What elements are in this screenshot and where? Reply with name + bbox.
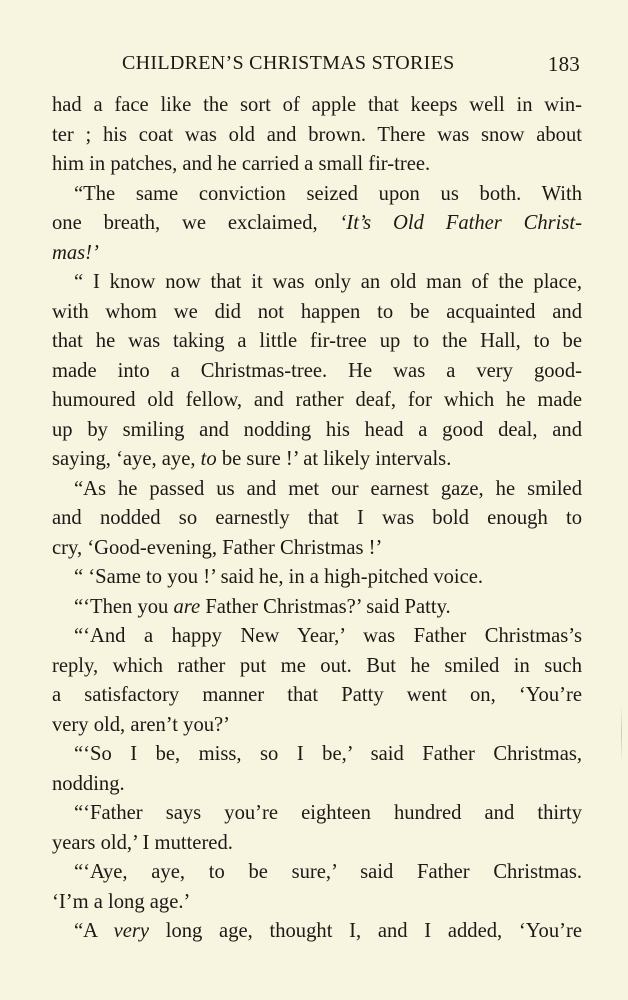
italic-text: mas!’ [52, 241, 99, 264]
text-line: years old,’ I muttered. [52, 831, 233, 854]
text-line: with whom we did not happen to be acquainted and [52, 300, 582, 323]
text-line: “‘So I be, miss, so I be,’ said Father Christmas, [74, 743, 582, 765]
text-line: that he was taking a little fir-tree up to the Hall, to be [52, 330, 582, 352]
text-line: made into a Christmas-tree. He was a very good- [52, 359, 582, 382]
italic-text: very [113, 920, 150, 942]
text-segment: “A [74, 920, 114, 942]
text-line: reply, which rather put me out. But he smiled in such [52, 654, 582, 677]
text-line: a satisfactory manner that Patty went on, ‘You’re [52, 684, 582, 706]
text-line: “ I know now that it was only an old man of the place, [74, 271, 582, 293]
text-segment: Father Christmas?’ said Patty. [200, 595, 451, 618]
text-line: ter ; his coat was old and brown. There was snow about [52, 123, 582, 146]
text-segment: be sure !’ at likely intervals. [216, 448, 452, 470]
text-line [52, 445, 582, 475]
text-segment: “‘Then you [74, 595, 174, 618]
body-text [52, 91, 582, 947]
text-line [52, 239, 582, 269]
text-line: “The same conviction seized upon us both. With [74, 182, 582, 205]
running-title: CHILDREN’S CHRISTMAS STORIES [122, 52, 455, 74]
text-segment: saying, ‘aye, aye, [52, 448, 201, 470]
page-edge-shadow [621, 705, 622, 763]
text-line: ‘I’m a long age.’ [52, 890, 191, 913]
text-line: up by smiling and nodding his head a good deal, and [52, 418, 582, 441]
text-line: “‘Aye, aye, to be sure,’ said Father Christmas. [74, 861, 582, 883]
text-line: very old, aren’t you?’ [52, 713, 231, 736]
page-number: 183 [547, 52, 580, 76]
text-line: “‘Father says you’re eighteen hundred and thirty [74, 802, 582, 824]
text-line: cry, ‘Good-evening, Father Christmas !’ [52, 536, 383, 559]
text-line [52, 593, 582, 623]
text-line [52, 917, 582, 947]
text-segment: long age, thought I, and I added, ‘You’re [149, 920, 582, 942]
text-line: nodding. [52, 772, 125, 795]
italic-text: are [173, 595, 201, 618]
text-line: him in patches, and he carried a small fir-tree. [52, 153, 431, 175]
text-line: “‘And a happy New Year,’ was Father Christmas’s [74, 625, 582, 647]
text-line: “ ‘Same to you !’ said he, in a high-pitched voice. [74, 566, 484, 588]
text-line: “As he passed us and met our earnest gaze, he smiled [74, 477, 582, 500]
text-segment: one breath, we exclaimed, [52, 212, 340, 234]
text-line [52, 209, 582, 239]
running-header [52, 52, 582, 82]
text-line: had a face like the sort of apple that keeps well in win- [52, 94, 582, 116]
text-line: and nodded so earnestly that I was bold enough to [52, 507, 582, 529]
italic-text: ‘It’s Old Father Christ- [339, 212, 582, 234]
italic-text: to [200, 448, 217, 470]
text-line: humoured old fellow, and rather deaf, for which he made [52, 389, 582, 411]
